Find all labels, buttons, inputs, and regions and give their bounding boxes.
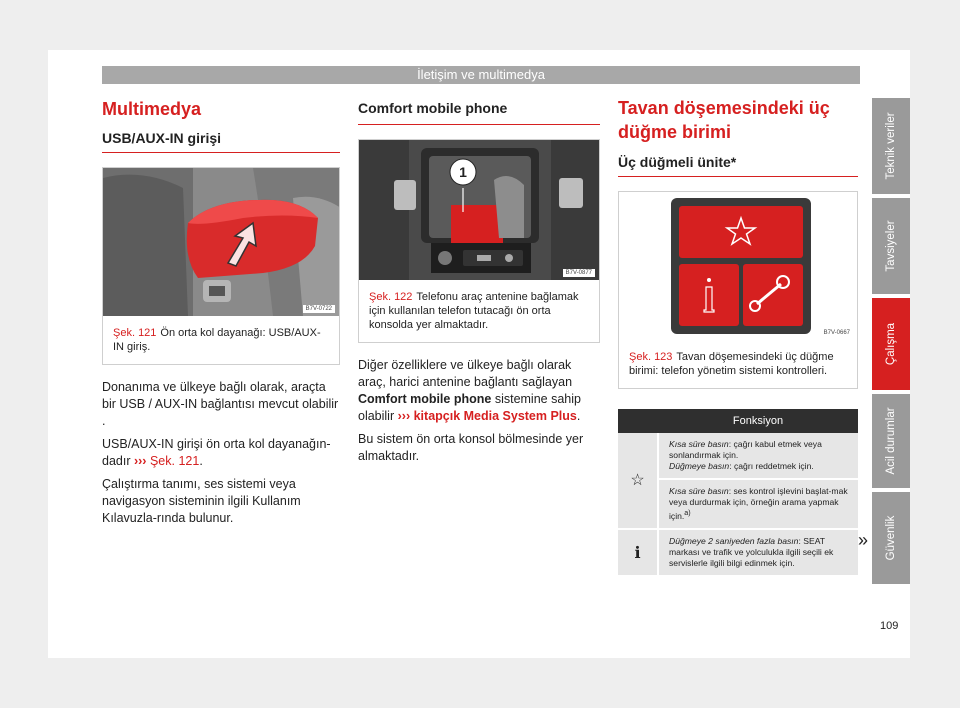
figure-caption <box>359 280 599 342</box>
figure-code: B7V-0722 <box>303 305 335 313</box>
arrow-icon: ››› <box>133 454 147 468</box>
table-cell <box>658 433 858 479</box>
button-unit-image <box>619 192 857 340</box>
figure-123 <box>618 191 858 389</box>
tab-label: Acil durumlar <box>885 407 897 475</box>
figure-122 <box>358 139 600 343</box>
body-text <box>102 379 340 527</box>
column-usb-aux <box>102 96 340 533</box>
product-name: Comfort mobile phone <box>358 392 492 406</box>
subsection-header <box>358 100 600 125</box>
paragraph: Donanıma ve ülkeye bağlı olarak, araçta bir USB / AUX-IN bağlantısı mevcut olabilir . <box>102 380 339 428</box>
figure-ref: Şek. 121 <box>113 327 157 339</box>
action-label: Kısa süre basın <box>669 486 729 496</box>
footnote-marker: a) <box>684 509 691 517</box>
tab-teknik-veriler[interactable] <box>872 98 910 194</box>
caption-text: Tavan döşemesindeki üç düğme birimi: telefon yönetim sistemi kontrolleri. <box>629 351 834 377</box>
action-label: Düğmeye 2 saniyeden fazla basın <box>669 535 799 546</box>
tab-acil-durumlar[interactable] <box>872 394 910 488</box>
table-row <box>618 433 858 479</box>
action-text: : ses kontrol işlevini başlat-mak veya durdurmak için, örneğin arama yapmak için. <box>669 486 848 521</box>
booklet-link[interactable]: kitapçık Media System Plus <box>413 409 577 423</box>
paragraph: Çalıştırma tanımı, ses sistemi veya navigasyon sisteminin ilgili Kullanım Kılavuzla-rında bulunur. <box>102 477 301 525</box>
figure-code: B7V-0667 <box>821 329 853 337</box>
paragraph: Bu sistem ön orta konsol bölmesinde yer almaktadır. <box>358 432 584 463</box>
action-label: Kısa süre basın <box>669 439 729 449</box>
action-label: Düğmeye basın <box>669 461 730 471</box>
action-text: : çağrı reddetmek için. <box>729 461 814 471</box>
figure-ref: Şek. 123 <box>629 351 673 363</box>
figure-caption <box>103 316 339 364</box>
paragraph-text: USB/AUX-IN girişi ön orta kol dayanağın-dadır <box>102 437 331 468</box>
caption-text: Telefonu araç antenine bağlamak için kullanılan telefon tutacağı ön orta konsolda yer almaktadır. <box>369 291 579 331</box>
figure-caption <box>619 340 857 388</box>
tab-label: Tavsiyeler <box>885 220 897 272</box>
tab-label: Teknik veriler <box>885 112 897 180</box>
table-header-blank <box>618 409 658 433</box>
subsection-header <box>618 154 858 177</box>
paragraph-text: sistemine sahip olabilir <box>358 392 581 423</box>
body-text <box>358 357 600 465</box>
tab-guvenlik[interactable] <box>872 492 910 584</box>
paragraph: USB/AUX-IN girişi ön orta kol dayanağın-dadır ››› Şek. 121. <box>102 437 331 468</box>
armrest-illustration <box>103 168 339 316</box>
subsection-header <box>102 130 340 153</box>
column-comfort-phone <box>358 96 600 471</box>
figure-link[interactable]: Şek. 121 <box>149 454 200 468</box>
subsection-title-unite: Üç düğmeli ünite* <box>618 154 737 170</box>
figure-ref: Şek. 122 <box>369 291 413 303</box>
subsection-title-comfort: Comfort mobile phone <box>358 100 508 116</box>
subsection-title-usb: USB/AUX-IN girişi <box>102 130 222 146</box>
armrest-image <box>103 168 339 316</box>
star-icon: ☆ <box>618 433 658 529</box>
table-cell <box>658 479 858 529</box>
tab-label: Çalışma <box>885 322 897 366</box>
paragraph: Diğer özelliklere ve ülkeye bağlı olarak araç, harici antenine bağlantı sağlayan Comfort mobile phone sistemine sahip olabilir ››› kitapçık Media System Plus. <box>358 358 581 423</box>
page-number: 109 <box>880 620 899 632</box>
table-header: Fonksiyon <box>658 409 858 433</box>
three-button-illustration <box>619 192 857 340</box>
chapter-header: İletişim ve multimedya <box>102 66 860 84</box>
action-text: : SEAT markası ve trafik ve yolculukla ilgili seçili ek servislerle ilgili bilgi edinmek için. <box>669 535 834 568</box>
action-text: : çağrı kabul etmek veya sonlandırmak için. <box>669 439 822 460</box>
arrow-icon: ››› <box>397 409 411 423</box>
tab-tavsiyeler[interactable] <box>872 198 910 294</box>
figure-code: B7V-0877 <box>563 269 595 277</box>
tab-label: Güvenlik <box>885 515 897 561</box>
column-three-button <box>618 96 858 575</box>
table-row <box>618 529 858 575</box>
info-icon: ℹ <box>618 529 658 575</box>
callout-number: 1 <box>459 164 467 180</box>
section-title-tavan: Tavan döşemesindeki üç düğme birimi <box>618 98 830 142</box>
section-title-multimedya: Multimedya <box>102 99 202 119</box>
console-image <box>359 140 599 280</box>
caption-text: Ön orta kol dayanağı: USB/AUX-IN giriş. <box>113 327 321 353</box>
continue-arrow-icon: » <box>858 530 869 550</box>
paragraph-text: Diğer özelliklere ve ülkeye bağlı olarak araç, harici antenine bağlantı sağlayan <box>358 358 573 389</box>
figure-121 <box>102 167 340 365</box>
tab-calisma[interactable] <box>872 298 910 390</box>
table-cell <box>658 529 858 575</box>
function-table <box>618 409 858 575</box>
console-illustration <box>359 140 599 280</box>
